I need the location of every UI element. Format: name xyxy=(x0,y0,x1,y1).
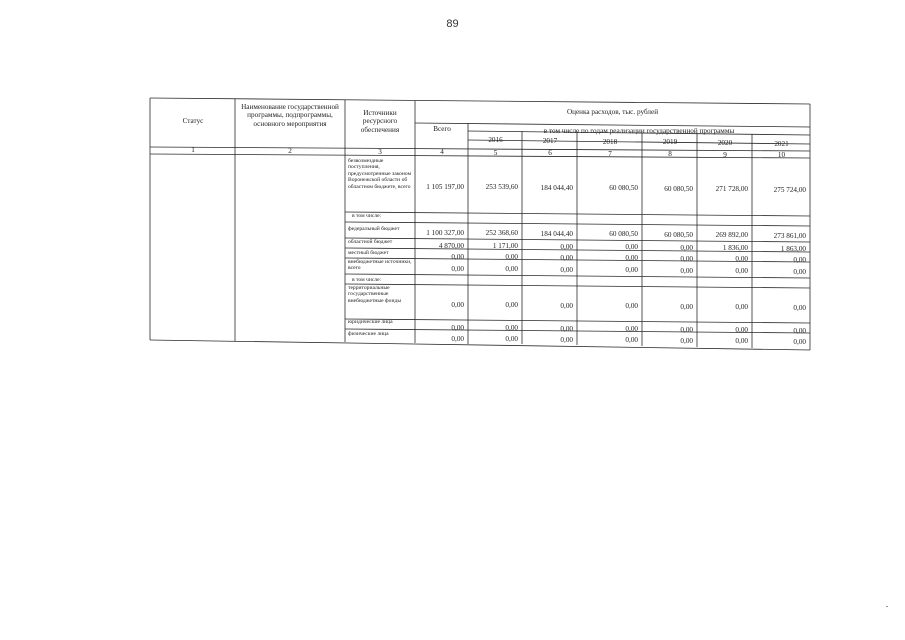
column-number-10: 10 xyxy=(777,151,786,159)
row-year-value: 0,00 xyxy=(560,325,573,333)
row-year-value: 0,00 xyxy=(680,337,693,345)
row-year-value: 0,00 xyxy=(560,302,573,310)
row-year-value: 0,00 xyxy=(560,254,573,262)
column-number-7: 7 xyxy=(608,150,612,158)
row-year-value: 0,00 xyxy=(735,303,748,311)
row-year-value: 0,00 xyxy=(505,265,518,273)
expenditure-table xyxy=(150,98,810,346)
header-year-2018: 2018 xyxy=(602,138,618,146)
column-number-4: 4 xyxy=(440,148,444,156)
header-by-years: в том числе по годам реализации государственной программы xyxy=(543,127,735,135)
row-source-label: внебюджетные источники, всего xyxy=(348,259,412,272)
row-source-label: физические лица xyxy=(348,331,389,337)
header-year-2019: 2019 xyxy=(662,138,678,146)
row-year-value: 1 171,00 xyxy=(492,242,518,250)
column-number-8: 8 xyxy=(668,150,672,158)
column-number-1: 1 xyxy=(191,146,195,154)
column-number-3: 3 xyxy=(378,148,382,156)
header-total: Всего xyxy=(433,125,451,133)
header-year-2020: 2020 xyxy=(717,139,733,147)
row-year-value: 0,00 xyxy=(680,303,693,311)
row-year-value: 271 728,00 xyxy=(715,185,748,193)
row-source-label: территориальные государственные внебюджетные фонды xyxy=(348,285,402,304)
row-year-value: 0,00 xyxy=(625,266,638,274)
row-year-value: 0,00 xyxy=(793,327,806,335)
row-year-value: 0,00 xyxy=(735,337,748,345)
header-year-2016: 2016 xyxy=(488,136,503,144)
header-year-2017: 2017 xyxy=(542,137,558,145)
row-total-value: 0,00 xyxy=(451,335,464,343)
column-number-6: 6 xyxy=(548,149,552,157)
row-year-value: 0,00 xyxy=(625,243,638,251)
row-total-value: 0,00 xyxy=(451,301,464,309)
header-funding-source: Источники ресурсного обеспечения xyxy=(360,109,400,134)
row-total-value: 0,00 xyxy=(451,253,464,261)
row-year-value: 0,00 xyxy=(505,324,518,332)
row-total-value: 1 100 327,00 xyxy=(426,229,464,237)
row-total-value: 1 105 197,00 xyxy=(426,183,464,191)
header-program-name: Наименование государственной программы, подпрограммы, основного мероприятия xyxy=(241,103,339,128)
header-estimate: Оценка расходов, тыс. рублей xyxy=(566,108,659,116)
row-year-value: 252 368,60 xyxy=(485,229,518,237)
row-year-value: 0,00 xyxy=(560,266,573,274)
row-source-label: федеральный бюджет xyxy=(348,226,400,232)
row-year-value: 269 892,00 xyxy=(715,231,748,239)
row-source-label: местный бюджет xyxy=(348,250,389,256)
row-year-value: 0,00 xyxy=(625,302,638,310)
row-year-value: 0,00 xyxy=(680,267,693,275)
row-year-value: 60 080,50 xyxy=(609,230,638,238)
row-source-label: в том числе: xyxy=(352,277,382,283)
page-number: 89 xyxy=(446,18,459,30)
row-year-value: 0,00 xyxy=(735,267,748,275)
row-year-value: 1 836,00 xyxy=(722,244,748,252)
row-year-value: 0,00 xyxy=(625,325,638,333)
row-total-value: 0,00 xyxy=(451,324,464,332)
row-year-value: 0,00 xyxy=(680,244,693,252)
row-year-value: 0,00 xyxy=(560,336,573,344)
header-status: Статус xyxy=(182,117,204,125)
row-source-label: областной бюджет xyxy=(348,239,393,245)
row-year-value: 0,00 xyxy=(735,255,748,263)
row-year-value: 0,00 xyxy=(735,326,748,334)
row-year-value: 0,00 xyxy=(505,301,518,309)
row-year-value: 0,00 xyxy=(505,335,518,343)
row-year-value: 0,00 xyxy=(793,256,806,264)
row-year-value: 253 539,60 xyxy=(485,183,518,191)
row-source-label: юридические лица xyxy=(348,319,393,325)
row-year-value: 0,00 xyxy=(793,268,806,276)
row-source-label: безвозмездные поступления, предусмотренные законом Воронежской области об областном бюджете, всего xyxy=(348,158,412,190)
header-year-2021: 2021 xyxy=(774,140,789,148)
row-year-value: 60 080,50 xyxy=(664,231,693,239)
row-year-value: 0,00 xyxy=(680,326,693,334)
row-year-value: 275 724,00 xyxy=(773,186,806,194)
row-year-value: 273 861,00 xyxy=(773,232,806,240)
row-year-value: 60 080,50 xyxy=(664,185,693,193)
column-number-9: 9 xyxy=(723,151,727,159)
row-year-value: 60 080,50 xyxy=(609,184,638,192)
row-year-value: 0,00 xyxy=(560,243,573,251)
row-year-value: 0,00 xyxy=(793,338,806,346)
row-year-value: 0,00 xyxy=(680,255,693,263)
scan-speck xyxy=(886,606,888,607)
row-total-value: 0,00 xyxy=(451,265,464,273)
column-number-5: 5 xyxy=(493,149,498,157)
row-year-value: 0,00 xyxy=(625,336,638,344)
row-year-value: 184 044,40 xyxy=(540,230,573,238)
row-year-value: 0,00 xyxy=(793,304,806,312)
row-year-value: 0,00 xyxy=(625,254,638,262)
row-total-value: 4 870,00 xyxy=(438,242,464,250)
row-year-value: 1 863,00 xyxy=(780,245,806,253)
row-source-label: в том числе: xyxy=(352,213,382,219)
row-year-value: 184 044,40 xyxy=(540,184,573,192)
column-number-2: 2 xyxy=(288,147,292,155)
row-year-value: 0,00 xyxy=(505,253,518,261)
